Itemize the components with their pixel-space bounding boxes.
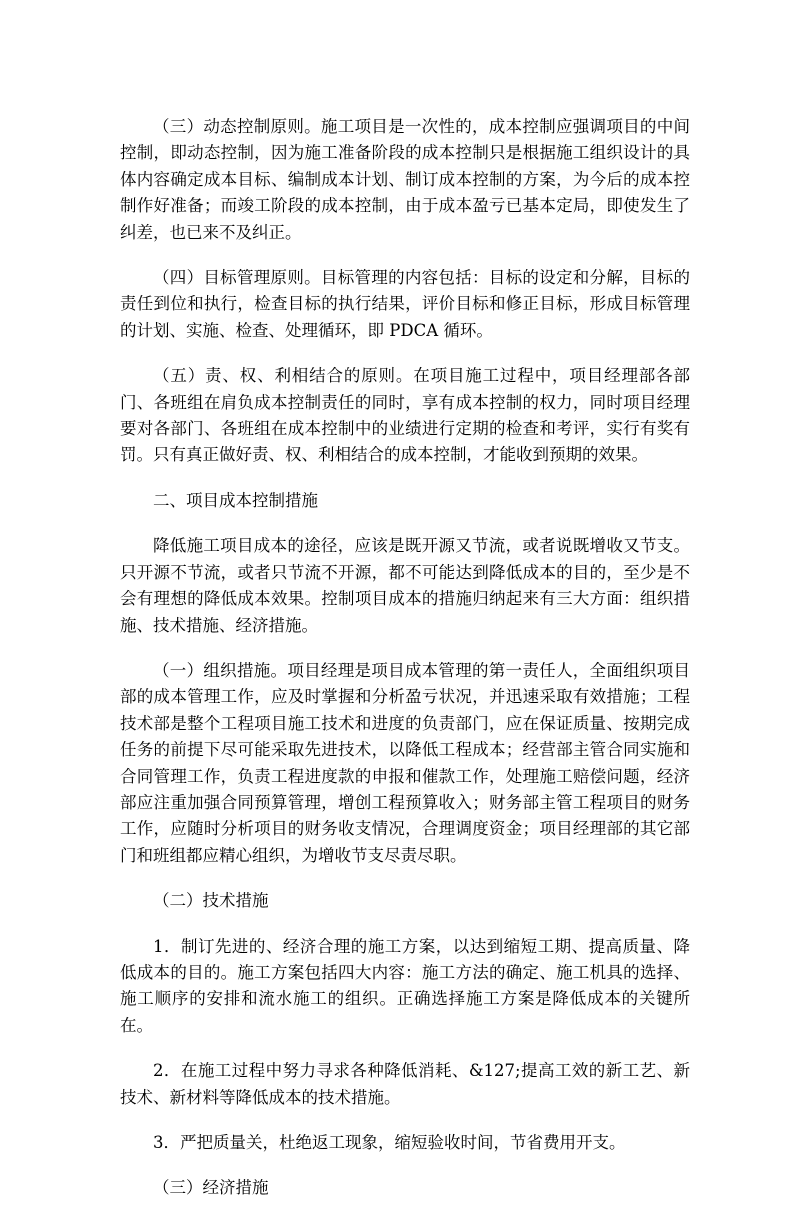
paragraph-cost-reduction-approach: 降低施工项目成本的途径，应该是既开源又节流，或者说既增收又节支。只开源不节流，或者只节流不开源，都不可能达到降低成本的目的，至少是不会有理想的降低成本效果。控制项目成本的措施归纳起来有三大方面：组织措施、技术措施、经济措施。 [120, 536, 690, 635]
list-item-construction-plan: 1．制订先进的、经济合理的施工方案，以达到缩短工期、提高质量、降低成本的目的。施工方案包括四大内容：施工方法的确定、施工机具的选择、施工顺序的安排和流水施工的组织。正确选择施工方案是降低成本的关键所在。 [120, 936, 690, 1035]
list-item-quality-control: 3．严把质量关，杜绝返工现象，缩短验收时间，节省费用开支。 [153, 1133, 626, 1152]
paragraph-dynamic-control: （三）动态控制原则。施工项目是一次性的，成本控制应强调项目的中间控制，即动态控制，因为施工准备阶段的成本控制只是根据施工组织设计的具体内容确定成本目标、编制成本计划、制订成本控制的方案，为今后的成本控制作好准备；而竣工阶段的成本控制，由于成本盈亏已基本定局，即使发生了纠差，也已来不及纠正。 [120, 117, 690, 242]
subheading-technical-measures: （二）技术措施 [153, 891, 269, 911]
document-body [120, 114, 690, 1221]
subheading-economic-measures: （三）经济措施 [153, 1178, 269, 1198]
paragraph-organizational-measures: （一）组织措施。项目经理是项目成本管理的第一责任人，全面组织项目部的成本管理工作，应及时掌握和分析盈亏状况，并迅速采取有效措施；工程技术部是整个工程项目施工技术和进度的负责部门，应在保证质量、按期完成任务的前提下尽可能采取先进技术，以降低工程成本；经营部主管合同实施和合同管理工作，负责工程进度款的申报和催款工作，处理施工赔偿问题，经济部应注重加强合同预算管理，增创工程预算收入；财务部主管工程项目的财务工作，应随时分析项目的财务收支情况，合理调度资金；项目经理部的其它部门和班组都应精心组织，为增收节支尽责尽职。 [120, 660, 690, 865]
paragraph-responsibility-rights: （五）责、权、利相结合的原则。在项目施工过程中，项目经理部各部门、各班组在肩负成本控制责任的同时，享有成本控制的权力，同时项目经理要对各部门、各班组在成本控制中的业绩进行定期的检查和考评，实行有奖有罚。只有真正做好责、权、利相结合的成本控制，才能收到预期的效果。 [120, 366, 690, 465]
list-item-new-technology: 2．在施工过程中努力寻求各种降低消耗、&127;提高工效的新工艺、新技术、新材料等降低成本的技术措施。 [120, 1061, 690, 1107]
paragraph-objective-management: （四）目标管理原则。目标管理的内容包括：目标的设定和分解，目标的责任到位和执行，检查目标的执行结果，评价目标和修正目标，形成目标管理的计划、实施、检查、处理循环，即 PDCA 循环。 [120, 268, 690, 340]
section-heading-cost-control-measures: 二、项目成本控制措施 [153, 490, 318, 510]
